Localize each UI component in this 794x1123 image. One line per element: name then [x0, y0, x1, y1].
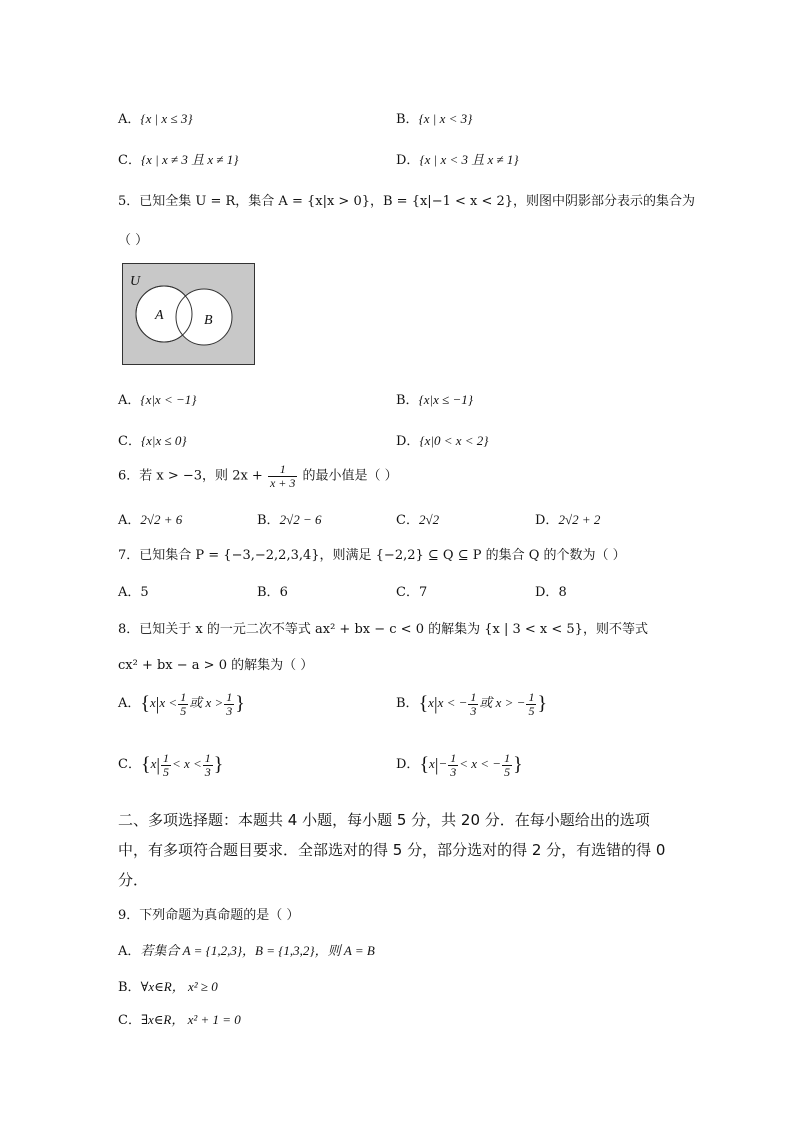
option-text: 7 [418, 585, 428, 600]
q5-option-a [118, 389, 196, 408]
option-text: 8 [558, 585, 567, 600]
q6-option-a [118, 509, 182, 528]
q4-option-d [396, 149, 519, 168]
q8-stem-line1: 8．已知关于 x 的一元二次不等式 ax² + bx − c < 0 的解集为 {x | 3 < x < 5}，则不等式 [118, 622, 648, 637]
option-text: ∃x∈R， x² + 1 = 0 [140, 1012, 241, 1027]
section-2-instructions: 二、多项选择题：本题共 4 小题，每小题 5 分，共 20 分．在每小题给出的选项中，有多项符合题目要求．全部选对的得 5 分，部分选对的得 2 分，有选错的得 0 分． [118, 811, 666, 889]
q6-option-d [535, 509, 600, 528]
option-expression: {x|− $\frac{1}{3}$ < x < − $\frac{1}{5}$ } [419, 751, 523, 779]
q6-stem [118, 463, 398, 489]
option-text: 5 [140, 585, 149, 600]
q6-stem-post: 的最小值是（ ） [302, 468, 398, 484]
venn-diagram [122, 263, 255, 365]
q4-option-c [118, 149, 239, 168]
option-text: {x | x < 3} [418, 111, 473, 126]
set-b-label: B [204, 313, 213, 328]
option-text: {x|x < −1} [140, 392, 197, 407]
q4-option-a [118, 108, 193, 127]
q7-option-d [535, 581, 567, 600]
option-label: A． [118, 513, 141, 528]
option-text: {x|x ≤ −1} [418, 392, 473, 407]
set-a-label: A [155, 308, 164, 323]
option-label: D． [396, 153, 420, 168]
option-label: C． [118, 757, 141, 773]
fraction-numerator: 1 [279, 462, 286, 476]
q9-option-c [118, 1009, 241, 1028]
q6-stem-pre: 6．若 x > −3，则 2x + [118, 468, 263, 484]
option-label: D． [396, 757, 420, 773]
q5-paren: （ ） [118, 233, 149, 248]
option-label: C． [118, 1013, 141, 1028]
option-expression: {x|x < − $\frac{1}{3}$ 或 x > − $\frac{1}{5}$ } [418, 690, 548, 718]
q4-option-b [396, 108, 472, 127]
option-text: ∀x∈R， x² ≥ 0 [140, 979, 218, 994]
option-text: 2√2 [418, 512, 440, 527]
option-label: C． [396, 585, 419, 600]
option-label: B． [257, 513, 280, 528]
universe-label: U [130, 274, 141, 289]
q9-option-b [118, 976, 218, 995]
q9-option-a [118, 940, 375, 959]
option-text: 2√2 + 6 [140, 512, 183, 527]
option-expression: {x|x < $\frac{1}{5}$ 或 x > $\frac{1}{3}$ } [140, 690, 245, 718]
option-text: {x | x ≤ 3} [140, 111, 193, 126]
q6-fraction [268, 463, 297, 489]
option-label: B． [396, 696, 419, 712]
q7-stem: 7．已知集合 P = {−3,−2,2,3,4}，则满足 {−2,2} ⊆ Q ⊆ P 的集合 Q 的个数为（ ） [118, 548, 626, 563]
option-label: B． [396, 393, 419, 408]
option-text: 若集合 A = {1,2,3}，B = {1,3,2}，则 A = B [140, 943, 375, 958]
q8-stem-line2: cx² + bx − a > 0 的解集为（ ） [118, 658, 314, 673]
option-text: 2√2 + 2 [558, 512, 601, 527]
q5-option-d [396, 430, 489, 449]
option-label: B． [396, 112, 419, 127]
q7-option-a [118, 581, 149, 600]
option-label: C． [118, 153, 141, 168]
option-label: D． [535, 513, 559, 528]
option-label: D． [396, 434, 420, 449]
q7-option-b [257, 581, 288, 600]
option-label: C． [396, 513, 419, 528]
option-label: A． [118, 393, 141, 408]
option-text: 2√2 − 6 [279, 512, 322, 527]
option-label: B． [257, 585, 280, 600]
q7-option-c [396, 581, 427, 600]
option-text: 6 [279, 585, 288, 600]
option-expression: {x| $\frac{1}{5}$ < x < $\frac{1}{3}$ } [140, 751, 224, 779]
option-text: {x | x ≠ 3 且 x ≠ 1} [140, 152, 239, 167]
option-label: C． [118, 434, 141, 449]
q6-option-b [257, 509, 321, 528]
option-text: {x|0 < x < 2} [419, 433, 489, 448]
q5-stem: 5．已知全集 U = R，集合 A = {x|x > 0}，B = {x|−1 < x < 2}，则图中阴影部分表示的集合为 [118, 194, 696, 209]
q8-option-b [396, 691, 547, 717]
fraction-denominator: x + 3 [269, 475, 296, 490]
q8-option-c [118, 752, 223, 778]
q9-stem: 9．下列命题为真命题的是（ ） [118, 908, 300, 923]
option-text: {x|x ≤ 0} [140, 433, 187, 448]
q8-option-d [396, 752, 523, 778]
option-label: A． [118, 112, 141, 127]
option-label: B． [118, 980, 141, 995]
option-label: A． [118, 696, 141, 712]
option-label: A． [118, 944, 141, 959]
q8-option-a [118, 691, 245, 717]
q5-option-c [118, 430, 187, 449]
option-text: {x | x < 3 且 x ≠ 1} [419, 152, 519, 167]
option-label: A． [118, 585, 141, 600]
q6-option-c [396, 509, 439, 528]
q5-option-b [396, 389, 473, 408]
option-label: D． [535, 585, 559, 600]
